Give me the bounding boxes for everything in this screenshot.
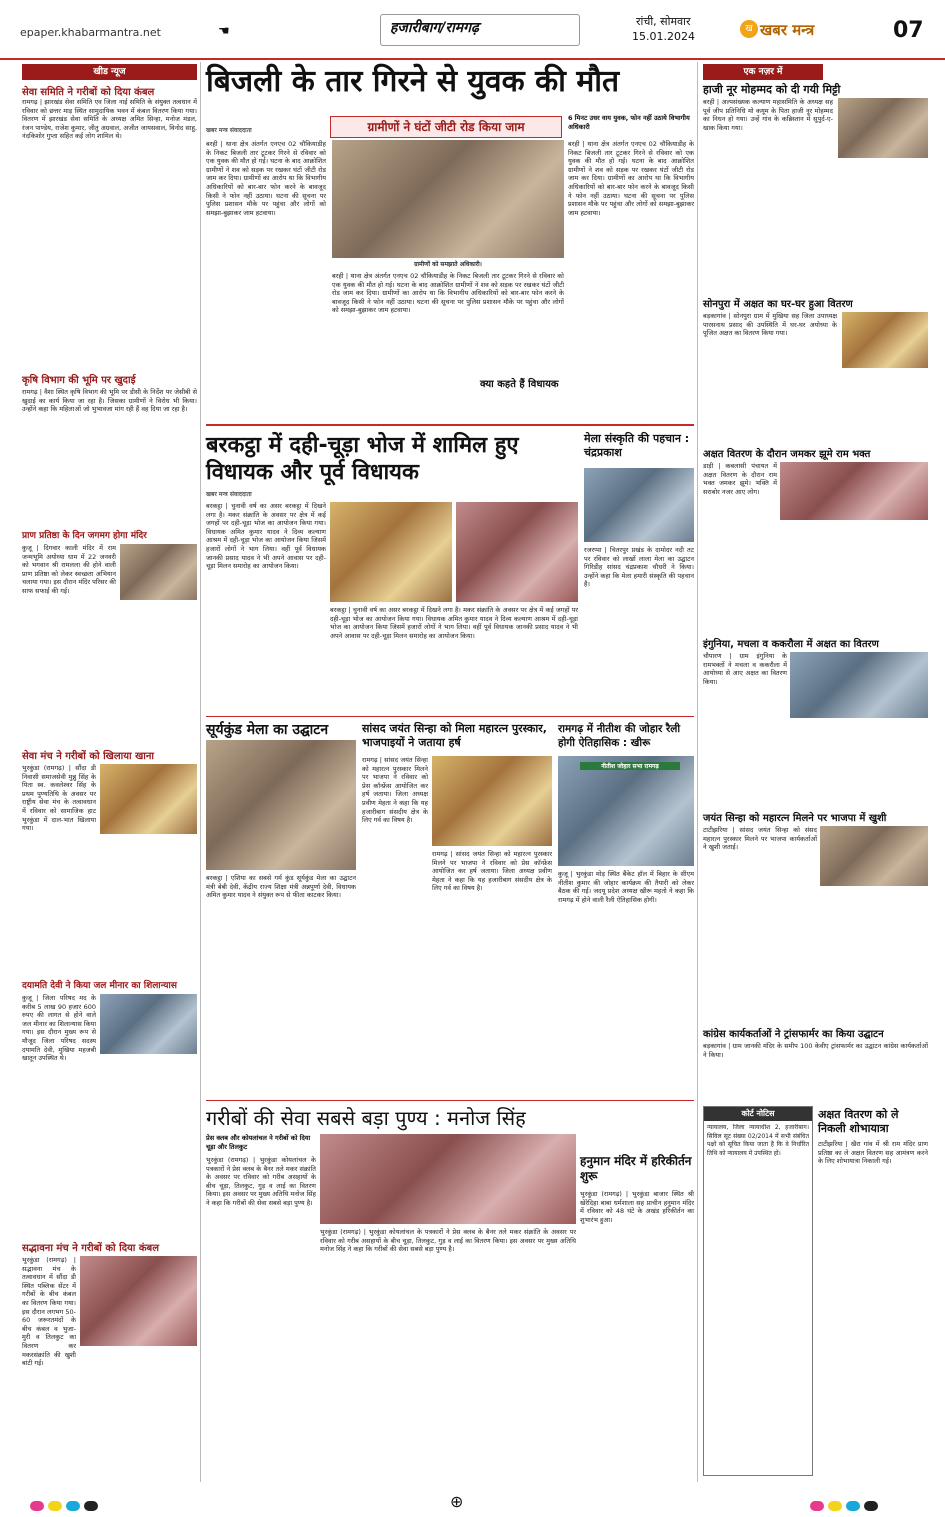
article-headline[interactable]: सोनपुरा में अक्षत का घर-घर हुआ वितरण	[703, 299, 853, 310]
feast-photo	[456, 502, 578, 602]
article-headline[interactable]: सेवा समिति ने गरीबों को दिया कंबल	[22, 87, 155, 98]
article-body: बरकट्ठा | चुनावी वर्ष का असर बरकट्ठा में दिखने लगा है। मकर संक्रांति के अवसर पर क्षेत्र में कई जगहों पर दही-चूड़ा भोज का आयोजन किया गया। विधायक अमित कुमार यादव ने दिव्य कल्याण आश्रम में दही-चूड़ा भोज का आयोजन किया जिसमें हजारों लोगों ने भाग लिया। वहीं पूर्व विधायक जानकी प्रसाद यादव ने भी अपने आवास पर दही-चूड़ा मिलन समारोह का आयोजन किया।	[206, 502, 326, 571]
article-body: रामगढ़ | झारखंड सेवा समिति एव जिला नाई समिति के संयुक्त तत्वधान में रविवार को छत्तर माड़ स्थित सामुदायिक भवन में कंबल वितरण किया गया। वितरण में झारखंड सेवा समिति के अध्यक्ष अमित सिन्हा, मनोज मंडल, रंजन पाण्डेय, राजेश कुमार, जीतु अग्रवाल, अजीत जायसवाल, विनोद साहु, नंदकिशोर गुप्ता सहित कई लोग शामिल थे।	[22, 98, 197, 141]
registration-marks	[30, 1496, 102, 1515]
article-body: भुरकुंडा (रामगढ़) | भुरकुंडा बाजार स्थित श्री खेरेदिहा बाबा धर्मशाला सह प्राचीन हनुमान मंदिर में रविवार को 48 घंटे के अखंड हरिकीर्तन का शुभारंभ हुआ।	[580, 1190, 694, 1224]
article-headline[interactable]: प्राण प्रतिष्ठा के दिन जगमग होगा मंदिर	[22, 531, 147, 541]
color-mark	[864, 1501, 878, 1511]
rally-photo	[558, 756, 694, 866]
registration-marks	[810, 1496, 882, 1515]
article-subhead: प्रेस क्लब और कोयलांचल ने गरीबों को दिया चूड़ा और तिलकुट	[206, 1134, 311, 1151]
article-body: चौपारण | ग्राम इंगुनिया के रामभक्तों ने मचला व ककरौला में आयोध्या से आए अक्षत का वितरण किया।	[703, 652, 787, 686]
article-headline[interactable]: मेला संस्कृति की पहचान : चंद्रप्रकाश	[584, 432, 690, 459]
akshat-photo	[842, 312, 928, 368]
byline: खबर मन्त्र संवाददाता	[206, 127, 252, 134]
brand-name: खबर मन्त्र	[760, 21, 815, 39]
color-mark	[48, 1501, 62, 1511]
column-divider	[697, 62, 698, 1482]
article-headline[interactable]: कृषि विभाग की भूमि पर खुदाई	[22, 375, 136, 386]
article-body: टाटीझरिया | खैरा गांव में श्री राम मंदिर प्राण प्रतिष्ठा का ले अक्षत वितरण सह आमंत्रण करने के लिए शोभायात्रा निकाली गई।	[818, 1140, 928, 1166]
second-headline[interactable]: बरकट्ठा में दही-चूड़ा भोज में शामिल हुए विधायक और पूर्व विधायक	[206, 433, 519, 485]
article-body: बरही | थाना क्षेत्र अंतर्गत एनएच 02 चौकियाडीह के निकट बिजली तार टूटकर गिरने से रविवार को एक युवक की मौत हो गई। घटना के बाद आक्रोशित ग्रामीणों ने शव को सड़क पर रखकर घंटों जीटी रोड जाम कर दिया। ग्रामीणों का आरोप था कि विभागीय अधिकारियों को बार-बार फोन करने के बावजूद किसी ने फोन नहीं उठाया। घटना की सूचना पर पुलिस प्रशासन मौके पर पहुंचा और लोगों को समझा-बुझाकर जाम हटवाया।	[206, 140, 326, 217]
article-body: भुरकुंडा (रामगढ़) | भुरकुंडा कोयलांचल के पत्रकारों ने प्रेस क्लब के बैनर तले मकर संक्रांति के अवसर पर रविवार को गरीब असहायों के बीच चूड़ा, तिलकुट, गुड़ व लाई का वितरण किया। इस अवसर पर मुख्य अतिथि मनोज सिंह ने कहा कि गरीबों की सेवा सबसे बड़ा पुण्य है।	[320, 1228, 576, 1254]
city-day: रांची, सोमवार	[636, 15, 691, 28]
article-body: रामगढ़ | सांसद जयंत सिन्हा को महारत्न पुरस्कार मिलने पर भाजपा ने रविवार को प्रेस कॉन्फ्रेंस आयोजित कर हर्ष जताया। जिला अध्यक्ष प्रवीण मेहता ने कहा कि यह हजारीबाग संसदीय क्षेत्र के लिए गर्व का विषय है।	[362, 756, 428, 825]
article-headline[interactable]: इंगुनिया, मचला व ककरौला में अक्षत का वितरण	[703, 639, 879, 650]
bhakt-photo	[780, 462, 928, 520]
article-body: कुजू | जिला परिषद मद के करीब 5 लाख 90 हजार 600 रुपए की लागत से होने वाले जल मीनार का शिलान्यास किया गया। इस दौरान मुख्य रूप से मौजूद जिला परिषद सदस्य दयामति देवी, मुखिया महजबी खातून उपस्थित थे।	[22, 994, 96, 1063]
village-photo	[790, 652, 928, 718]
article-body: रजरप्पा | चितरपुर प्रखंड के दामोदर नदी तट पर रविवार को लाखों लाला मेला का उद्घाटन गिरिडीह सांसद चंद्रप्रकाश चौधरी ने किया। उन्होंने कहा कि मेला हमारी संस्कृति की पहचान है।	[584, 546, 694, 589]
byline: खबर मन्त्र संवाददाता	[206, 491, 252, 498]
notice-title: कोर्ट नोटिस	[704, 1107, 812, 1121]
section-tag: एक नज़र में	[703, 64, 823, 80]
article-body: रामगढ़ | सांसद जयंत सिन्हा को महारत्न पुरस्कार मिलने पर भाजपा ने रविवार को प्रेस कॉन्फ्रेंस आयोजित कर हर्ष जताया। जिला अध्यक्ष प्रवीण मेहता ने कहा कि यह हजारीबाग संसदीय क्षेत्र के लिए गर्व का विषय है।	[432, 850, 552, 893]
notice-body: न्यायालय, जिला न्यायाधीश 2, हजारीबाग। सिविल सूट संख्या 02/2014 में सभी संबंधित पक्षों को सूचित किया जाता है कि वे निर्धारित तिथि को न्यायालय में उपस्थित हों।	[707, 1124, 809, 1157]
seva-photo	[100, 764, 197, 834]
divider	[206, 1100, 694, 1101]
roadblock-photo	[332, 140, 564, 258]
color-mark	[828, 1501, 842, 1511]
article-body: कुजू | भुरकुंडा मोड़ स्थित बैंकेट हॉल में बिहार के सीएम नीतीश कुमार की जोहार कार्यक्रम की तैयारी को लेकर बैठक की गई। जदयू प्रदेश अध्यक्ष खीरू महतो ने कहा कि रामगढ़ में होने वाली रैली ऐतिहासिक होगी।	[558, 870, 694, 904]
bjp-photo	[820, 826, 928, 886]
feast-photo	[330, 502, 452, 602]
page-number: 07	[893, 18, 924, 43]
article-body: कुजू | दिगवार काली मंदिर में राम जन्मभूमि अयोध्या धाम में 22 जनवरी को भगवान श्री रामलला की होने वाली प्राण प्रतिष्ठा को लेकर स्वच्छता अभियान चलाया गया। इस दौरान मंदिर परिसर की साफ सफाई की गई।	[22, 544, 116, 595]
article-headline[interactable]: अक्षत वितरण के दौरान जमकर झूमे राम भक्त	[703, 449, 871, 460]
surya-fair-photo	[206, 740, 356, 870]
section-tag: खीड न्यूज	[22, 64, 197, 80]
temple-photo	[120, 544, 197, 600]
fair-photo	[584, 468, 694, 542]
crosshair-icon: ⊕	[450, 1492, 464, 1511]
distribution-photo	[320, 1134, 576, 1224]
article-headline[interactable]: हाजी नूर मोहम्मद को दी गयी मिट्टी	[703, 83, 841, 96]
issue-date: 15.01.2024	[632, 30, 695, 43]
color-mark	[66, 1501, 80, 1511]
article-body: बरही | थाना क्षेत्र अंतर्गत एनएच 02 चौकियाडीह के निकट बिजली तार टूटकर गिरने से रविवार को एक युवक की मौत हो गई। घटना के बाद आक्रोशित ग्रामीणों ने शव को सड़क पर रखकर घंटों जीटी रोड जाम कर दिया। ग्रामीणों का आरोप था कि विभागीय अधिकारियों को बार-बार फोन करने के बावजूद किसी ने फोन नहीं उठाया। घटना की सूचना पर पुलिस प्रशासन मौके पर पहुंचा और लोगों को समझा-बुझाकर जाम हटवाया।	[568, 140, 694, 217]
article-headline[interactable]: सेवा मंच ने गरीबों को खिलाया खाना	[22, 751, 154, 762]
divider	[206, 716, 694, 717]
article-body: डाड़ी | कबलासी पंचायत में अक्षत वितरण के दौरान राम भक्त जमकर झूमे। भक्ति में सराबोर नजर आए लोग।	[703, 462, 777, 496]
article-headline[interactable]: सद्भावना मंच ने गरीबों को दिया कंबल	[22, 1243, 160, 1254]
color-mark	[30, 1501, 44, 1511]
article-headline[interactable]: कांग्रेस कार्यकर्ताओं ने ट्रांसफार्मर का किया उद्घाटन	[703, 1029, 884, 1040]
article-body: भुरकुंडा (रामगढ़) | भुरकुंडा कोयलांचल के पत्रकारों ने प्रेस क्लब के बैनर तले मकर संक्रांति के अवसर पर रविवार को गरीब असहायों के बीच चूड़ा, तिलकुट, गुड़ व लाई का वितरण किया। इस अवसर पर मुख्य अतिथि मनोज सिंह ने कहा कि गरीबों की सेवा सबसे बड़ा पुण्य है।	[206, 1156, 316, 1207]
article-body: बरही | थाना क्षेत्र अंतर्गत एनएच 02 चौकियाडीह के निकट बिजली तार टूटकर गिरने से रविवार को एक युवक की मौत हो गई। घटना के बाद आक्रोशित ग्रामीणों ने शव को सड़क पर रखकर घंटों जीटी रोड जाम कर दिया। ग्रामीणों का आरोप था कि विभागीय अधिकारियों को बार-बार फोन करने के बावजूद किसी ने फोन नहीं उठाया। घटना की सूचना पर पुलिस प्रशासन मौके पर पहुंचा और लोगों को समझा-बुझाकर जाम हटवाया।	[332, 272, 564, 315]
article-subhead: क्या कहते हैं विधायक	[480, 379, 559, 390]
color-mark	[846, 1501, 860, 1511]
photo-caption: ग्रामीणों को समझाते अधिकारी।	[414, 261, 482, 268]
pointer-icon: ☚	[218, 24, 230, 39]
article-body: भुरकुंडा (रामगढ़) | सद्भावना मंच के तत्वावधान में सौंदा डी स्थित पब्लिक सेंटर में गरीबों के बीच कंबल का वितरण किया गया। इस दौरान लगभग 50-60 जरूरतमंदों के बीच कंबल व भुजा-मुरी व तिलकुट का वितरण कर मकरसंक्रांति की खुशी बांटी गई।	[22, 1256, 76, 1368]
article-headline[interactable]: गरीबों की सेवा सबसे बड़ा पुण्य : मनोज सिंह	[206, 1106, 526, 1130]
site-url[interactable]: epaper.khabarmantra.net	[20, 26, 161, 39]
article-body: बड़कागांव | ग्राम जानकी मंदिर के समीप 100 केवीए ट्रांसफार्मर का उद्घाटन कांग्रेस कार्यकर्ताओं ने किया।	[703, 1042, 928, 1059]
person-photo	[838, 98, 928, 158]
article-headline[interactable]: अक्षत वितरण को ले निकली शोभायात्रा	[818, 1108, 899, 1135]
article-headline[interactable]: दयामति देवी ने किया जल मीनार का शिलान्यास	[22, 981, 177, 991]
lead-subhead: ग्रामीणों ने घंटों जीटी रोड किया जाम	[330, 116, 562, 138]
lead-headline[interactable]: बिजली के तार गिरने से युवक की मौत	[206, 64, 620, 99]
water-tower-photo	[100, 994, 197, 1054]
article-body: बरकट्ठा | एशिया का सबसे गर्म कुंड सूर्यकुंड मेला का उद्घाटन मंत्री बेबी देवी, केंद्रीय राज्य शिक्षा मंत्री अन्नपूर्णा देवी, विधायक अमित कुमार यादव ने संयुक्त रूप से फीता काटकर किया।	[206, 874, 356, 900]
press-photo	[432, 756, 552, 846]
article-body: बड़कागांव | सोनपुरा ग्राम में मुखिया सह जिला उपाध्यक्ष पारसनाथ प्रसाद की उपस्थिति में घर-घर अयोध्या के पूजित अक्षत का वितरण किया गया।	[703, 312, 837, 338]
rally-banner: नीतीश जोहार सभा रामगढ़	[580, 762, 680, 770]
article-headline[interactable]: हनुमान मंदिर में हरिकीर्तन शुरू	[580, 1154, 692, 1183]
article-body: बरकट्ठा | चुनावी वर्ष का असर बरकट्ठा में दिखने लगा है। मकर संक्रांति के अवसर पर क्षेत्र में कई जगहों पर दही-चूड़ा भोज का आयोजन किया गया। विधायक अमित कुमार यादव ने दिव्य कल्याण आश्रम में दही-चूड़ा भोज का आयोजन किया जिसमें हजारों लोगों ने भाग लिया। वहीं पूर्व विधायक जानकी प्रसाद यादव ने भी अपने आवास पर दही-चूड़ा मिलन समारोह का आयोजन किया।	[330, 606, 578, 640]
column-divider	[200, 62, 201, 1482]
article-headline[interactable]: सांसद जयंत सिन्हा को मिला महारत्न पुरस्कार, भाजपाइयों ने जताया हर्ष	[362, 722, 547, 749]
article-body: बरही | अल्पसंख्यक कल्याण महासमिति के अध्यक्ष सह पूर्व जीप प्रतिनिधि मो कयूम के पिता हाजी नूर मोहम्मद का निधन हो गया। उन्हें गांव के कब्रिस्तान में सुपुर्द-ए-खाक किया गया।	[703, 98, 833, 132]
color-mark	[84, 1501, 98, 1511]
article-headline[interactable]: रामगढ़ में नीतीश की जोहार रैली होगी ऐतिहासिक : खीरू	[558, 723, 681, 749]
article-body: टाटीझरिया | सांसद जयंत सिन्हा को संसद महारत्न पुरस्कार मिलने पर भाजपा कार्यकर्ताओं ने खुशी जताई।	[703, 826, 817, 852]
blanket-photo	[80, 1256, 197, 1346]
divider	[206, 424, 694, 426]
brand-logo-icon: ख	[740, 20, 758, 38]
lead-sidenote: 6 मिनट उधर वाय युवक, फोन नहीं उठाये विभागीय अधिकारी	[568, 114, 690, 131]
article-body: भुरकुंडा (रामगढ़) | सौंदा डी निवासी समाजसेवी मुन्नु सिंह के पिता स्व. कवलेश्वर सिंह के प्रथम पुण्यतिथि के अवसर पर राष्ट्रीय सेवा मंच के तत्वावधान में रविवार को सामाजिक हाट भुरकुंडा में दाल-भात खिलाया गया।	[22, 764, 96, 833]
article-headline[interactable]: जयंत सिन्हा को महारत्न मिलने पर भाजपा में खुशी	[703, 813, 887, 824]
article-headline[interactable]: सूर्यकुंड मेला का उद्घाटन	[206, 722, 329, 738]
article-body: रामगढ़ | वैशा स्थित कृषि विभाग की भूमि पर डीसी के निर्देश पर जेसीबी से खुदाई का कार्य किया जा रहा है। जिसका ग्रामीणों ने विरोध भी किया। उन्होंने कहा कि महिलाओं जो भुभावजा मांग रही हैं वह दिया जा रहा है।	[22, 388, 197, 414]
region-title: हजारीबाग/रामगढ़	[390, 20, 479, 36]
color-mark	[810, 1501, 824, 1511]
